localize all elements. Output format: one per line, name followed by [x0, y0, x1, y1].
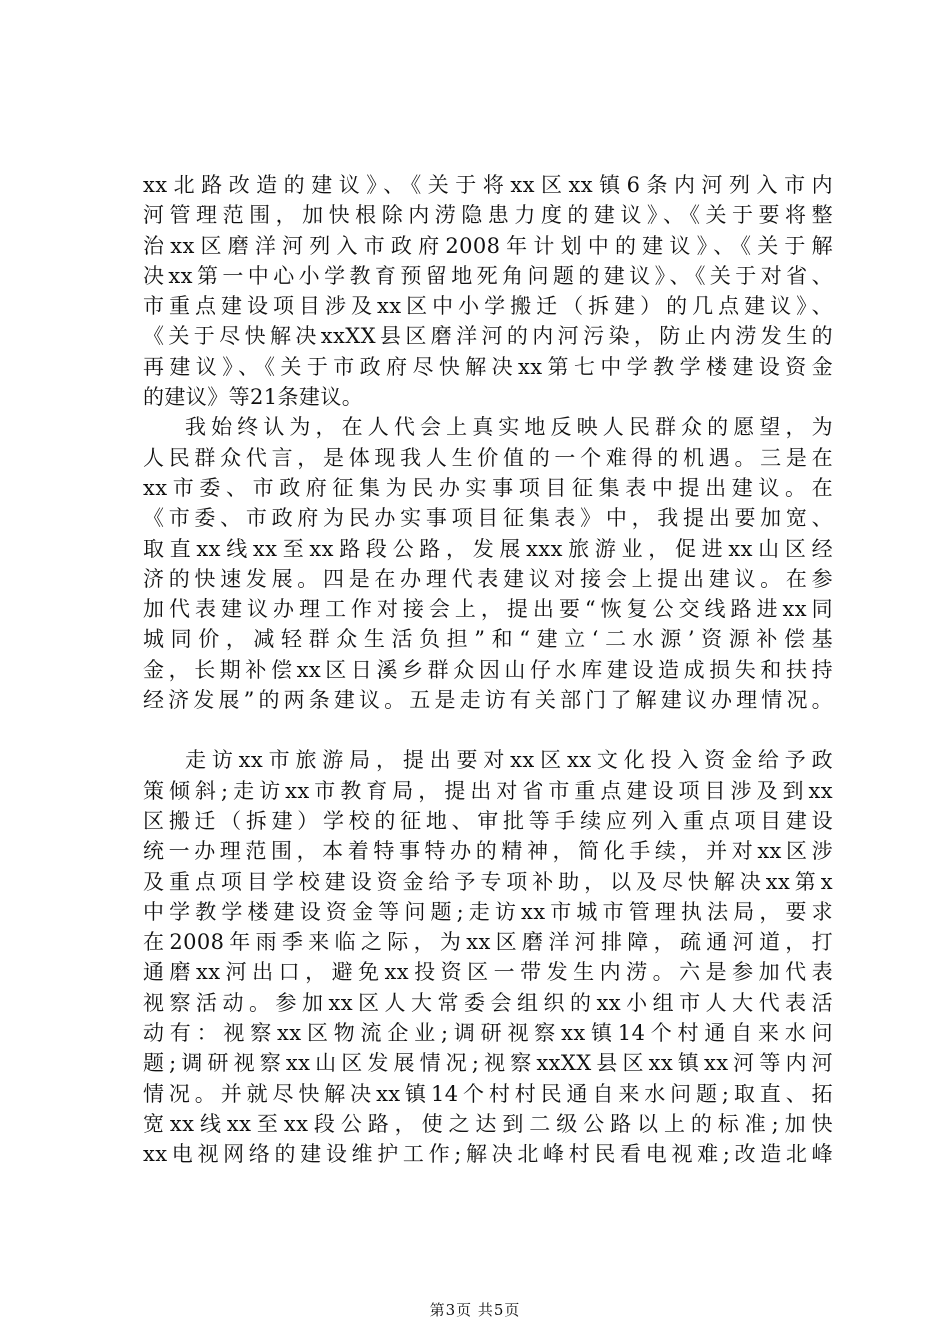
page-number-footer: 第3页 共5页 [429, 1301, 521, 1319]
text-line: 治xx区磨洋河列入市政府2008年计划中的建议》、《关于解 [143, 233, 833, 258]
text-line: 统一办理范围，本着特事特办的精神，简化手续，并对xx区涉 [143, 839, 833, 864]
paragraph-1 [143, 170, 833, 412]
text-line: 区搬迁（拆建）学校的征地、审批等手续应列入重点项目建设 [143, 808, 833, 833]
text-line: 《市委、市政府为民办实事项目征集表》中，我提出要加宽、 [143, 506, 833, 531]
text-line: 策倾斜;走访xx市教育局，提出对省市重点建设项目涉及到xx [143, 778, 833, 803]
text-line: 走访xx市旅游局，提出要对xx区xx文化投入资金给予政 [185, 748, 833, 773]
text-line: 情况。并就尽快解决xx镇14个村村民通自来水问题;取直、拓 [143, 1081, 833, 1106]
text-line: 及重点项目学校建设资金给予专项补助，以及尽快解决xx第x [143, 869, 833, 894]
text-line: 宽xx线xx至xx段公路，使之达到二级公路以上的标准;加快 [143, 1111, 833, 1136]
text-line: 通磨xx河出口，避免xx投资区一带发生内涝。六是参加代表 [143, 960, 833, 985]
text-line: 金，长期补偿xx区日溪乡群众因山仔水库建设造成损失和扶持 [143, 657, 833, 682]
text-line: 济的快速发展。四是在办理代表建议对接会上提出建议。在参 [143, 566, 833, 591]
text-line: 《关于尽快解决xxXX县区磨洋河的内河污染，防止内涝发生的 [143, 324, 833, 349]
paragraph-3 [143, 745, 833, 1169]
text-line: xx市委、市政府征集为民办实事项目征集表中提出建议。在 [143, 475, 833, 500]
text-line: 题;调研视察xx山区发展情况;视察xxXX县区xx镇xx河等内河 [143, 1051, 833, 1076]
text-line: 决xx第一中心小学教育预留地死角问题的建议》、《关于对省、 [143, 263, 833, 288]
text-line: 我始终认为，在人代会上真实地反映人民群众的愿望，为 [185, 415, 833, 440]
text-line: 视察活动。参加xx区人大常委会组织的xx小组市人大代表活 [143, 990, 833, 1015]
text-line: 中学教学楼建设资金等问题;走访xx市城市管理执法局，要求 [143, 899, 833, 924]
text-line: 河管理范围，加快根除内涝隐患力度的建议》、《关于要将整 [143, 203, 833, 228]
text-line: 市重点建设项目涉及xx区中小学搬迁（拆建）的几点建议》、 [143, 294, 833, 319]
paragraph-2 [143, 412, 833, 715]
text-line: 动有：视察xx区物流企业;调研视察xx镇14个村通自来水问 [143, 1021, 833, 1046]
document-body [143, 170, 833, 1170]
text-line: 在2008年雨季来临之际，为xx区磨洋河排障，疏通河道，打 [143, 930, 833, 955]
text-line: 加代表建议办理工作对接会上，提出要“恢复公交线路进xx同 [143, 597, 833, 622]
text-line: xx电视网络的建设维护工作;解决北峰村民看电视难;改造北峰 [143, 1142, 833, 1167]
paragraph-gap [143, 715, 833, 745]
text-line: 人民群众代言，是体现我人生价值的一个难得的机遇。三是在 [143, 445, 833, 470]
text-line: 的建议》等21条建议。 [143, 385, 364, 410]
text-line: 再建议》、《关于市政府尽快解决xx第七中学教学楼建设资金 [143, 354, 833, 379]
text-line: xx北路改造的建议》、《关于将xx区xx镇6条内河列入市内 [143, 173, 833, 197]
text-line: 经济发展”的两条建议。五是走访有关部门了解建议办理情况。 [143, 688, 833, 713]
text-line: 城同价，减轻群众生活负担”和“建立‘二水源’资源补偿基 [143, 627, 833, 652]
text-line: 取直xx线xx至xx路段公路，发展xxx旅游业，促进xx山区经 [143, 536, 833, 561]
